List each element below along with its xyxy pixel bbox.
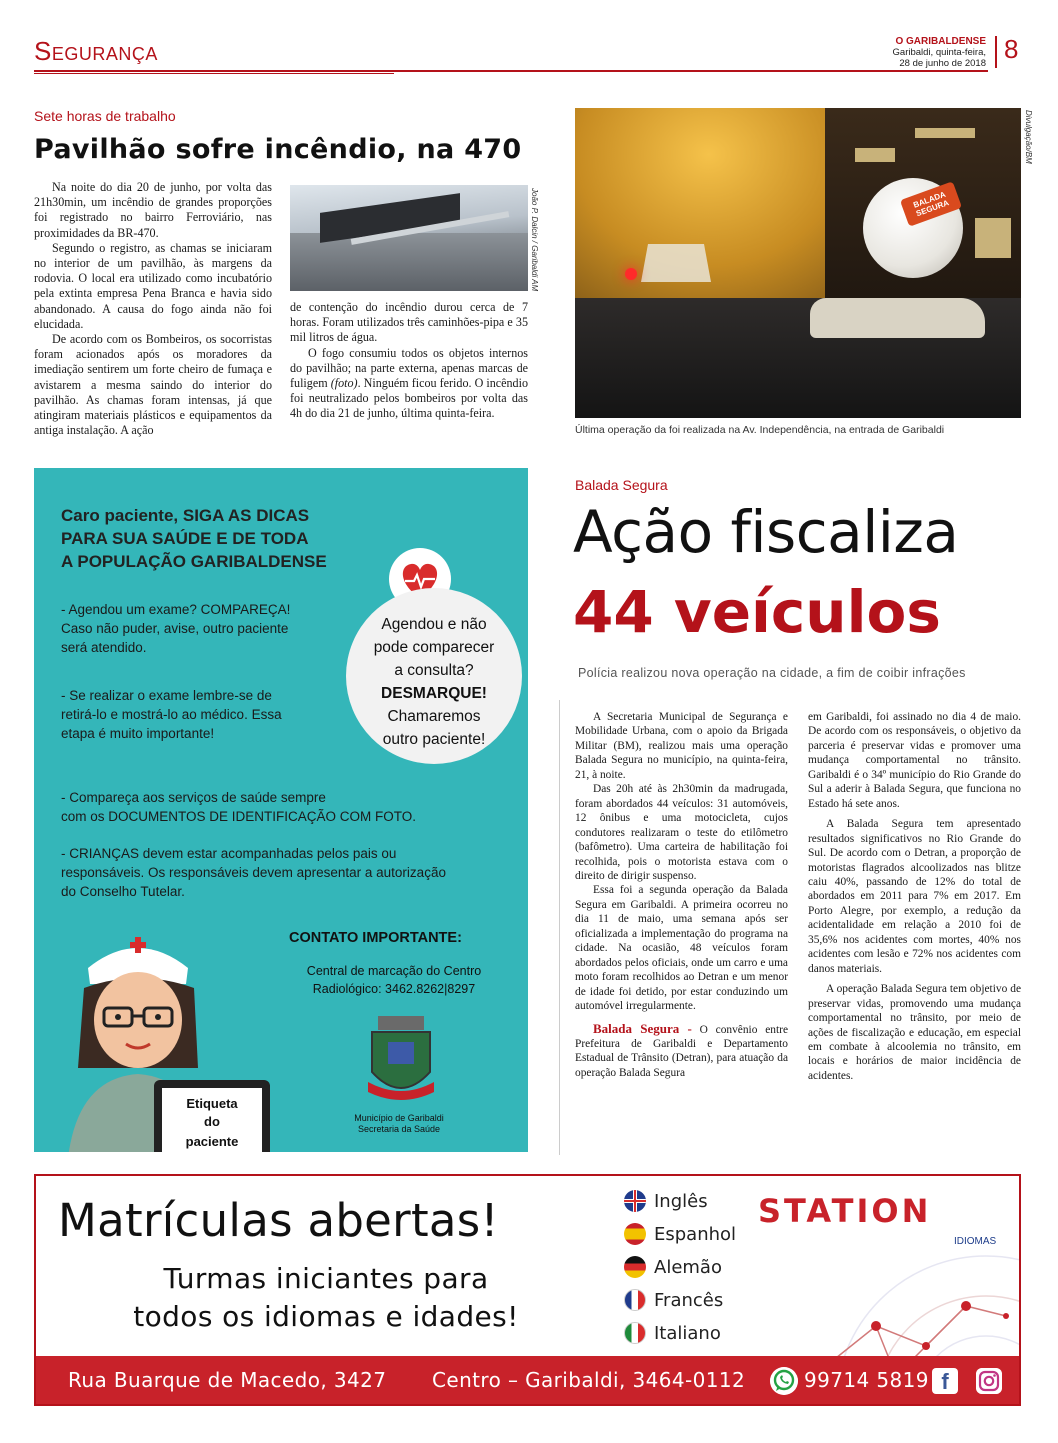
language-school-advertisement: [34, 1174, 1021, 1406]
article1-paragraph: [290, 346, 528, 422]
article2-paragraph: em Garibaldi, foi assinado no dia 4 de maio. De acordo com os responsáveis, o objetivo da parceria é preservar vidas e promover uma mudança comportamental no trânsito. Garibaldi é o 34º município do Rio Grande do Sul a aderir à Balada Segura, que funciona no Estado há sete anos.: [808, 711, 1021, 810]
article1-text: O fogo consumiu todos os objetos internos do pavilhão; na parte externa, apenas marcas de fuligem: [290, 345, 528, 391]
article2-paragraph: [575, 1022, 788, 1081]
sign-line: do: [204, 1114, 220, 1129]
health-tip-3: [61, 788, 416, 826]
article2-paragraph: A Balada Segura tem apresentado resultados significativos no Rio Grande do Sul. De acordo com o Detran, a proporção de motoristas flagrados alcoolizados nas blitze caiu 40%, passando de 12% do total de abordados em 2011 para 7% em 2017. Em Porto Alegre, por exemplo, a redução da acidentalidade em relação a 2010 foi de 35,6% nos acidentes com mortes, 40% nos acidentes com lesão e 72% nos acidentes com danos materiais.: [808, 818, 1021, 975]
health-ad-title: [61, 504, 327, 573]
department-name: Secretaria da Saúde: [357, 1124, 441, 1134]
photo-police-light: [625, 268, 637, 280]
photo1-credit: João P. Dalcin / Garibaldi AM: [530, 188, 539, 292]
article1-paragraph: de contenção do incêndio durou cerca de 7 horas. Foram utilizados três caminhões-pipa e 35 mil litros de água.: [290, 300, 528, 345]
header-rule-thin: [34, 73, 394, 74]
header-meta: [893, 36, 986, 69]
article1-text: . Ninguém ficou ferido. O incêndio foi neutralizado pelos bombeiros por volta das 4h do dia 21 de junho, última quinta-feira.: [290, 376, 529, 421]
photo-tent: [641, 244, 711, 282]
section-title: Segurança: [34, 36, 158, 66]
language-item: [624, 1256, 722, 1278]
article2-paragraph: A Secretaria Municipal de Segurança e Mobilidade Urbana, com o apoio da Brigada Militar (BM), realizou mais uma operação Balada Segura no município, na quinta-feira, 21, à noite.: [575, 711, 788, 781]
language-item: [624, 1289, 723, 1311]
language-label: Inglês: [654, 1190, 708, 1212]
circle-line: Agendou e não: [381, 616, 487, 633]
health-ad-title-line: PARA SUA SAÚDE E DE TODA: [61, 529, 309, 548]
circle-emphasis: DESMARQUE!: [381, 685, 487, 702]
health-tip-line: - Compareça aos serviços de saúde sempre: [61, 790, 326, 805]
school-logo: STATION: [758, 1192, 932, 1230]
health-tip-4: [61, 844, 446, 901]
contact-info: [279, 962, 509, 998]
ad-address: Rua Buarque de Macedo, 3427: [68, 1368, 387, 1392]
nurse-illustration: [58, 928, 298, 1152]
health-tip-2: [61, 686, 282, 743]
column-separator: [559, 700, 560, 1155]
health-tip-line: responsáveis. Os responsáveis devem apresentar a autorização: [61, 865, 446, 880]
photo-car: [810, 298, 985, 338]
article1-column-1: [34, 180, 272, 438]
uk-flag-icon: [624, 1190, 646, 1212]
article2-text: O convênio entre Prefeitura de Garibaldi e Departamento Estadual de Trânsito (Detran), para atuação da operação Balada Segura: [575, 1023, 788, 1079]
whatsapp-icon: [770, 1367, 798, 1395]
article1-column-2: [290, 300, 528, 422]
health-tip-line: Caso não puder, avise, outro paciente: [61, 621, 289, 636]
photo2-caption: Última operação da foi realizada na Av. Independência, na entrada de Garibaldi: [575, 424, 945, 436]
health-tip-line: retirá-lo e mostrá-lo ao médico. Essa: [61, 707, 282, 722]
language-item: [624, 1223, 736, 1245]
health-advertisement: [34, 468, 528, 1152]
language-label: Espanhol: [654, 1223, 737, 1245]
issue-date: 28 de junho de 2018: [899, 58, 986, 69]
page-number: 8: [1004, 34, 1019, 64]
facebook-icon: f: [932, 1368, 958, 1394]
germany-flag-icon: [624, 1256, 646, 1278]
article2-headline-line2: 44 veículos: [573, 578, 941, 646]
instagram-icon: [976, 1368, 1002, 1394]
header-divider: [995, 36, 997, 68]
article2-paragraph: A operação Balada Segura tem objetivo de preservar vidas, promovendo uma mudança comportamental no trânsito, por meio de ações de fiscalização e educação, em especial em combate à alcoolemia no trânsito, em locais e horários de maior incidência de acidentes.: [808, 983, 1021, 1082]
article2-headline-line1: Ação fiscaliza: [573, 498, 959, 566]
photo-window: [975, 218, 1011, 258]
municipality-name: Município de Garibaldi: [354, 1113, 444, 1123]
health-tip-line: do Conselho Tutelar.: [61, 884, 185, 899]
article1-paragraph: Segundo o registro, as chamas se iniciaram no interior de um pavilhão, às margens da rodovia. O local era utilizado como incubatório pela extinta empresa Pena Branca e havia sido abandonado. A causa do fogo ainda não foi elucidada.: [34, 240, 272, 331]
health-tip-line: - Se realizar o exame lembre-se de: [61, 688, 272, 703]
article2-kicker: Balada Segura: [575, 477, 668, 493]
circle-line: pode comparecer: [373, 639, 495, 656]
health-ad-title-line: Caro paciente, SIGA AS DICAS: [61, 506, 310, 525]
health-tip-line: com os DOCUMENTOS DE IDENTIFICAÇÃO COM FOTO.: [61, 809, 417, 824]
ad-headline: Matrículas abertas!: [58, 1194, 499, 1247]
contact-bar: [36, 1356, 1021, 1406]
contact-line: Central de marcação do Centro: [306, 964, 482, 978]
fire-photo: [290, 185, 528, 291]
contact-phone: Radiológico: 3462.8262|8297: [312, 982, 476, 996]
header-rule: [34, 70, 988, 72]
health-tip-line: será atendido.: [61, 640, 147, 655]
italy-flag-icon: [624, 1322, 646, 1344]
municipality-crest-icon: [364, 1016, 438, 1108]
article2-intertitle: Balada Segura -: [593, 1020, 692, 1036]
circle-line: a consulta?: [394, 662, 474, 679]
health-tip-1: [61, 600, 290, 657]
ad-subheadline-line: todos os idiomas e idades!: [133, 1300, 519, 1333]
photo-window: [915, 128, 975, 138]
article1-kicker: Sete horas de trabalho: [34, 108, 176, 124]
health-tip-line: - Agendou um exame? COMPAREÇA!: [61, 602, 291, 617]
circle-line: outro paciente!: [382, 731, 486, 748]
photo-window: [855, 148, 895, 162]
contact-title: CONTATO IMPORTANTE:: [289, 930, 462, 946]
article1-paragraph: Na noite do dia 20 de junho, por volta das 21h30min, um incêndio de grandes proporções foi registrado no bairro Ferroviário, nas proximidades da BR-470.: [34, 180, 272, 240]
article1-headline: Pavilhão sofre incêndio, na 470: [34, 134, 522, 165]
article2-paragraph: Essa foi a segunda operação da Balada Segura em Garibaldi. A primeira ocorreu no dia 11 de maio, uma semana após ser oficializada a implementação do programa na cidade. Na ocasião, 48 veículos foram abordados pelos oficiais, onde um carro e uma moto foram recolhidos ao Detran e um menor de idade foi detido, por estar conduzindo um automóvel irregularmente.: [575, 884, 788, 1013]
spain-flag-icon: [624, 1223, 646, 1245]
school-logo-subtitle: IDIOMAS: [954, 1236, 997, 1247]
health-ad-title-line: A POPULAÇÃO GARIBALDENSE: [61, 552, 327, 571]
photo2-credit: Divulgação/BM: [1024, 110, 1033, 164]
newspaper-name: O GARIBALDENSE: [895, 36, 986, 47]
whatsapp-number: 99714 5819: [804, 1368, 929, 1392]
health-tip-line: etapa é muito importante!: [61, 726, 215, 741]
language-label: Italiano: [654, 1322, 721, 1344]
language-item: [624, 1322, 721, 1344]
photo-reference: (foto): [330, 376, 358, 391]
article2-subheadline: Polícia realizou nova operação na cidade, a fim de coibir infrações: [578, 666, 966, 680]
article2-column-2: [808, 710, 1021, 1083]
article2-paragraph: Das 20h até às 2h30min da madrugada, foram abordados 44 veículos: 31 automóveis, 12 ônibus e uma motocicleta, cujos condutores realizaram o teste do etilômetro (bafômetro). Uma carteira de habilitação foi recolhida, pois o motorista estava com o direito de dirigir suspenso.: [575, 783, 788, 882]
ad-subheadline: [76, 1260, 576, 1336]
crest-caption: [324, 1113, 474, 1135]
sign-line: Etiqueta: [186, 1096, 238, 1111]
balada-segura-photo: [575, 108, 1021, 418]
balloon-text: BALADA SEGURA: [912, 189, 951, 219]
sign-line: paciente: [185, 1134, 239, 1149]
language-label: Alemão: [654, 1256, 722, 1278]
article1-paragraph: De acordo com os Bombeiros, os socorristas foram acionados após os moradores da imediação sentirem um forte cheiro de fumaça e avistarem a mesma saindo do interior do pavilhão. As chamas foram intensas, já que atingiram materiais plásticos e equipamentos da antiga instalação. A ação: [34, 332, 272, 438]
language-item: [624, 1190, 708, 1212]
ad-address-phone: Centro – Garibaldi, 3464-0112: [432, 1368, 746, 1392]
circle-line: Chamaremos: [387, 708, 481, 725]
language-label: Francês: [654, 1289, 724, 1311]
france-flag-icon: [624, 1289, 646, 1311]
issue-place-weekday: Garibaldi, quinta-feira,: [892, 47, 986, 58]
health-tip-line: - CRIANÇAS devem estar acompanhadas pelos pais ou: [61, 846, 397, 861]
article2-column-1: [575, 710, 788, 1080]
cancel-appointment-message: [350, 613, 518, 751]
ad-subheadline-line: Turmas iniciantes para: [163, 1262, 489, 1295]
